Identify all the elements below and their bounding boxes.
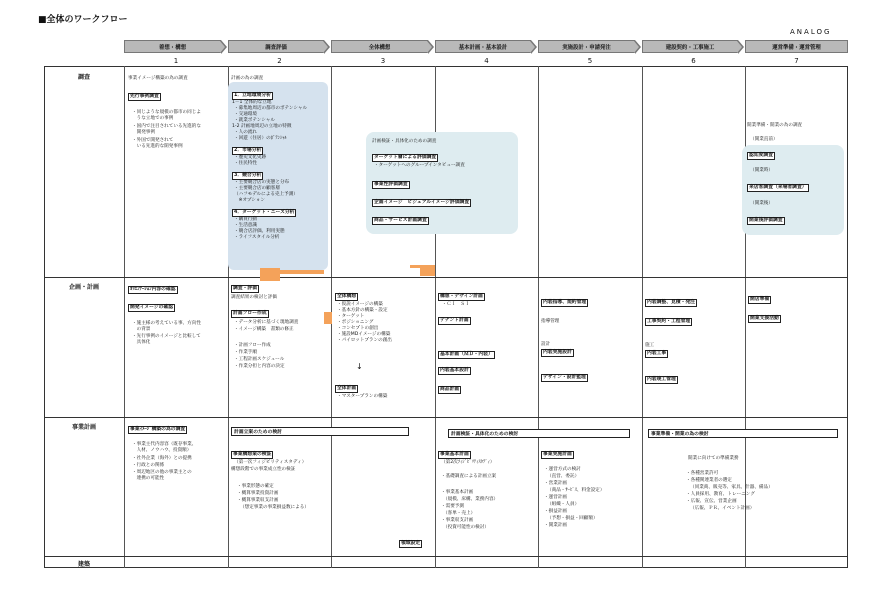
plan-flow-box: 計画フロー作成	[233, 311, 267, 316]
opening-prep-box: 開店準備	[750, 297, 770, 302]
feasibility-survey-box: 事業性評価調査	[374, 182, 408, 187]
row-label-planning: 企画・計画	[68, 284, 99, 291]
research-c2-item: ・主要競合店の顧客層	[234, 186, 280, 191]
business-c23-item: （想定事業の事業損益数による）	[240, 505, 309, 510]
post-opening-survey-box: 開業後評価調査	[749, 218, 783, 223]
business-c1-item: ・社外企業（海外）との提携	[132, 456, 192, 461]
phase-5-number: 5	[587, 56, 593, 65]
research-c7-heading: 開業準備・開業の為の調査	[747, 123, 803, 128]
business-c67-item: ・各種関連業者の選定	[686, 478, 732, 483]
planning-c2-item: ・作業手順	[234, 350, 257, 355]
grid-divider	[642, 66, 643, 568]
planning-c2-item: ・作業分担と内容の決定	[234, 364, 285, 369]
research-c1-item: いる先進的な開発事例	[132, 144, 183, 149]
business-c4-note: （第2次ﾌｨｼﾞﾋﾞﾘﾃｨｽﾀﾃﾞｨ）	[441, 460, 495, 465]
basic-plan-box: 基本計画（ＭＤ・内装）	[440, 352, 493, 357]
business-execution-plan-box: 事業実施計画	[543, 452, 572, 457]
planning-c3-item: ・仮説イメージの構築	[337, 302, 383, 307]
planning-c3-item: ・ターゲット	[337, 314, 365, 319]
grid-divider	[124, 66, 125, 568]
row-label-construction: 建築	[77, 561, 90, 568]
planning-c3-item: ・コンセプトの創出	[337, 326, 379, 331]
phase-6-number: 6	[691, 56, 696, 65]
phase-1-header: 着想・構想	[124, 40, 221, 53]
business-c4-item: ・基礎調査による計画立案	[441, 474, 497, 479]
location-analysis-box: 1．立地環境分析	[234, 93, 271, 98]
research-c34-heading: 計画検証・具体化のための調査	[372, 139, 437, 144]
row-divider	[44, 417, 848, 418]
research-c2-item: ・募集地周辺の都市のポテンシャル	[234, 106, 308, 111]
interior-guidance-box: 内装指導、規約管理	[543, 300, 587, 305]
phase-1-number: 1	[173, 56, 179, 65]
business-c23-note: 構想段階での事業成立性の検証	[231, 467, 296, 472]
phase-5-header: 実施設計・申請発注	[538, 40, 635, 53]
research-c7-note: （開業時）	[750, 168, 773, 173]
interior-estimate-box: 内装調整、見積・発注	[647, 300, 695, 305]
area-setting-box: 領域設定	[401, 541, 421, 546]
research-c2-item: （ハフモデルによる売上予測）	[234, 192, 298, 197]
business-c5-item: （直営、委託）	[547, 474, 580, 479]
row-divider	[44, 556, 848, 557]
business-c4-item: （規模、床構、業務内容）	[443, 497, 499, 502]
business-image-box: 事業ｲﾒｰｼﾞ構築の為の調査	[130, 427, 186, 432]
phase-3-number: 3	[380, 56, 386, 65]
business-c4-item: （客単・売上）	[443, 511, 476, 516]
business-c5-item: ・運営計画	[544, 495, 567, 500]
planning-c2-item: ・データ分析に基づく現地調査	[234, 320, 299, 325]
business-c67-heading: 開業に向けての準備業務	[688, 456, 739, 461]
business-c67-item: ・各種営業許可	[686, 471, 719, 476]
planning-c1-item: 具体化	[132, 340, 151, 345]
business-c23-item: ・概算事業収支計画	[237, 498, 279, 503]
flow-arrow-connector	[410, 265, 422, 268]
research-c2-item: ・人の流れ	[234, 130, 257, 135]
research-c2-item: ・生活意識	[234, 223, 257, 228]
business-c4-item: ・事業収支計画	[441, 518, 474, 523]
business-concept-verification-box: 事業構想案の検証	[233, 452, 272, 457]
planning-c3-item: ・パイロットプランの創出	[337, 338, 392, 343]
planning-c1-item: の背景	[132, 327, 151, 332]
business-c67-item: （広報、ＰＲ、イベント計画）	[690, 506, 755, 511]
business-c23-note: （第一次フィジビリティスタディ）	[234, 460, 307, 465]
research-c2-heading: 計画の為の調査	[231, 76, 264, 81]
business-c4-item: （投資可能性の検討）	[443, 525, 489, 530]
chevron-right-icon	[738, 40, 744, 54]
research-c2-item: ※オプション	[234, 198, 265, 203]
chevron-right-icon	[635, 40, 641, 54]
product-plan-box: 商品計画	[440, 387, 460, 392]
research-precedent-box: 先行事例調査	[130, 94, 159, 99]
phase-4-number: 4	[484, 56, 489, 65]
business-c1-item: ・事業主代内容容（既存事業、	[132, 442, 197, 447]
plan-drafting-bar: 計画立案のための検討	[231, 427, 409, 436]
planning-c4-item: ・ＣＩ ＳＩ	[442, 302, 470, 307]
plan-verification-bar: 計画検証・具体化のための検討	[448, 429, 630, 438]
flow-arrow-connector	[324, 312, 332, 324]
phase-6-header: 建設契約・工事施工	[642, 40, 738, 53]
business-c4-item: ・事業基本計画	[441, 490, 474, 495]
planning-c1-item: ・先行事例のイメージと比較して	[132, 334, 201, 339]
research-c7-note: （開業直前）	[750, 137, 778, 142]
business-c67-item: （同業商、販売等、家具、什器、備品）	[690, 485, 773, 490]
flow-arrow-down	[260, 268, 280, 281]
opening-prep-bar: 事業準備・開業の為の検討	[648, 429, 838, 438]
research-c2-item: ・競合店評価、利用実態	[234, 229, 285, 234]
planning-c2-item: ・工程計画スケジュール	[234, 357, 285, 362]
business-c5-item: ・開業計画	[544, 523, 567, 528]
design-plan-box: 構想・デザイン計画	[440, 294, 483, 299]
business-c5-item: ・運営方式の検討	[544, 467, 581, 472]
design-supervision-box: デザイン・設計監理	[543, 375, 586, 380]
research-c2-item: ・就業ポテンシャル	[234, 118, 275, 123]
product-service-survey-box: 商品・サービス計画調査	[374, 218, 427, 223]
interior-work-box: 内装工事	[647, 351, 667, 356]
business-c23-item: ・事業形態の確定	[237, 484, 274, 489]
planning-c3-item: ・マスタープランの構築	[337, 394, 388, 399]
market-analysis-box: 2．市場分析	[234, 148, 262, 153]
research-c1-item: ・同じような規模の都市の同じよ	[132, 110, 201, 115]
flow-arrow-up	[420, 265, 435, 276]
research-c1-item: ・国内で注目されている先進的な	[132, 124, 201, 129]
down-arrow-icon: ↓	[356, 362, 363, 371]
research-c2-item: ・ライフスタイル分析	[234, 235, 280, 240]
row-label-business: 事業計画	[71, 424, 96, 431]
business-c5-item: （商品・ｻｰﾋﾞｽ、料金設定）	[547, 488, 605, 493]
row-divider	[44, 277, 848, 278]
chevron-right-icon	[428, 40, 434, 54]
research-c2-item: ・主要競合店の実態と分布	[234, 180, 290, 185]
research-c1-item: うな立地での事例	[132, 116, 174, 121]
planning-c5-note: 設計	[541, 342, 551, 347]
phase-4-header: 基本計画・基本設計	[435, 40, 531, 53]
research-c2-item: ・歴史文化史跡	[234, 155, 267, 160]
awareness-survey-box: 認知度調査	[749, 153, 773, 158]
research-c2-item: ・回遊（住居）のﾎﾟﾃﾝｼｬﾙ	[234, 136, 287, 141]
brand-label: ANALOG	[790, 28, 832, 36]
chevron-right-icon	[221, 40, 227, 54]
visitor-survey-box: 来店客調査（来場者調査）	[749, 185, 807, 190]
planning-c3-item: ・ポジショニング	[337, 320, 374, 325]
chevron-right-icon	[531, 40, 537, 54]
research-c1-item: ・外国で開発されて	[132, 138, 174, 143]
business-c67-item: ・広報、宣伝、営業企画	[686, 499, 737, 504]
interior-basic-design-box: 内装基本設計	[440, 368, 469, 373]
planning-c2-item: ・計画フロー作成	[234, 343, 271, 348]
research-c1-item: 開発事例	[132, 130, 155, 135]
planning-c1-item: ・施主様の考えている事、方向性	[132, 321, 201, 326]
planning-c2-note: 調査結果の検討と評価	[231, 295, 277, 300]
business-c1-item: 連携の可能性	[132, 476, 165, 481]
construction-contract-box: 工事契約・工程管理	[647, 319, 691, 324]
business-c67-item: ・人員採用、教育、トレーニング	[686, 492, 755, 497]
interior-detailed-design-box: 内装実施設計	[543, 350, 572, 355]
flow-arrow-connector	[280, 270, 324, 274]
research-c2-item: ・購買行動	[234, 217, 257, 222]
business-c5-item: （組織・人員）	[547, 502, 580, 507]
tenant-plan-box: テナント計画	[440, 318, 469, 323]
competitor-analysis-box: 3．競合分析	[234, 173, 262, 178]
phase-7-number: 7	[794, 56, 799, 65]
phase-2-number: 2	[277, 56, 282, 65]
planning-c5-note: 指導管理	[541, 319, 560, 324]
interior-completion-box: 内装竣工管理	[647, 377, 676, 382]
business-basic-plan-box: 事業基本計画	[440, 452, 469, 457]
research-c2-item: ・住民特性	[234, 161, 257, 166]
business-c5-item: ・損益計画	[544, 509, 567, 514]
research-c1-heading: 事業イメージ構築の為の調査	[128, 76, 188, 81]
research-c2-item: ・交通環境	[234, 112, 257, 117]
phase-2-header: 調査評価	[228, 40, 324, 53]
research-c7-note: （開業後）	[750, 201, 773, 206]
business-c5-item: ・営業計画	[544, 481, 567, 486]
page-title: ■全体のワークフロー	[38, 15, 128, 25]
planning-c3-item: ・施設MDイメージの構築	[337, 332, 391, 337]
orientation-confirm-box: ｵﾘｴﾝﾃｰｼｮﾝ内容の確認	[130, 287, 176, 292]
visual-image-survey-box: 企画イメージ ビジュアルイメージ評価調査	[374, 200, 470, 205]
research-c2-item: 1－1 全体的な立地	[232, 100, 272, 105]
overall-concept-box: 全体構想	[337, 294, 357, 299]
business-c4-item: ・需要予測	[441, 504, 464, 509]
chevron-right-icon	[324, 40, 330, 54]
phase-7-header: 運営準備・運営管理	[745, 40, 848, 53]
grid-divider	[538, 66, 539, 568]
development-image-box: 開発イメージの確認	[130, 305, 174, 310]
research-c2-item: 1-2 計画地周辺の立地の特徴	[232, 124, 292, 129]
planning-c3-item: ・基本方針の構築・設定	[337, 308, 388, 313]
overall-plan-box: 全体計画	[337, 386, 357, 391]
target-evaluation-box: ターゲット層による評価調査	[374, 155, 437, 160]
research-c34-item: ・ターゲットへのグループインタビュー調査	[374, 163, 465, 168]
business-c1-item: ・行政との関係	[132, 463, 165, 468]
business-c1-item: 人材、ノウハウ、投資額）	[132, 448, 192, 453]
research-evaluation-box: 調査・評価	[233, 286, 257, 291]
phase-3-header: 全体構想	[331, 40, 428, 53]
business-c23-item: ・概算事業投資計画	[237, 491, 279, 496]
business-c1-item: ・周辺地区の他の事業主との	[132, 470, 192, 475]
business-c5-item: （予想・損益・回顧額）	[547, 516, 598, 521]
target-needs-analysis-box: 4．ターゲット・ニーズ分析	[234, 210, 295, 215]
planning-c6-note: 施工	[645, 343, 655, 348]
planning-c2-item: ・イメージ構築 書類の修正	[234, 327, 294, 332]
opening-support-box: 開業支援活動	[750, 316, 779, 321]
row-label-research: 調査	[77, 74, 90, 81]
